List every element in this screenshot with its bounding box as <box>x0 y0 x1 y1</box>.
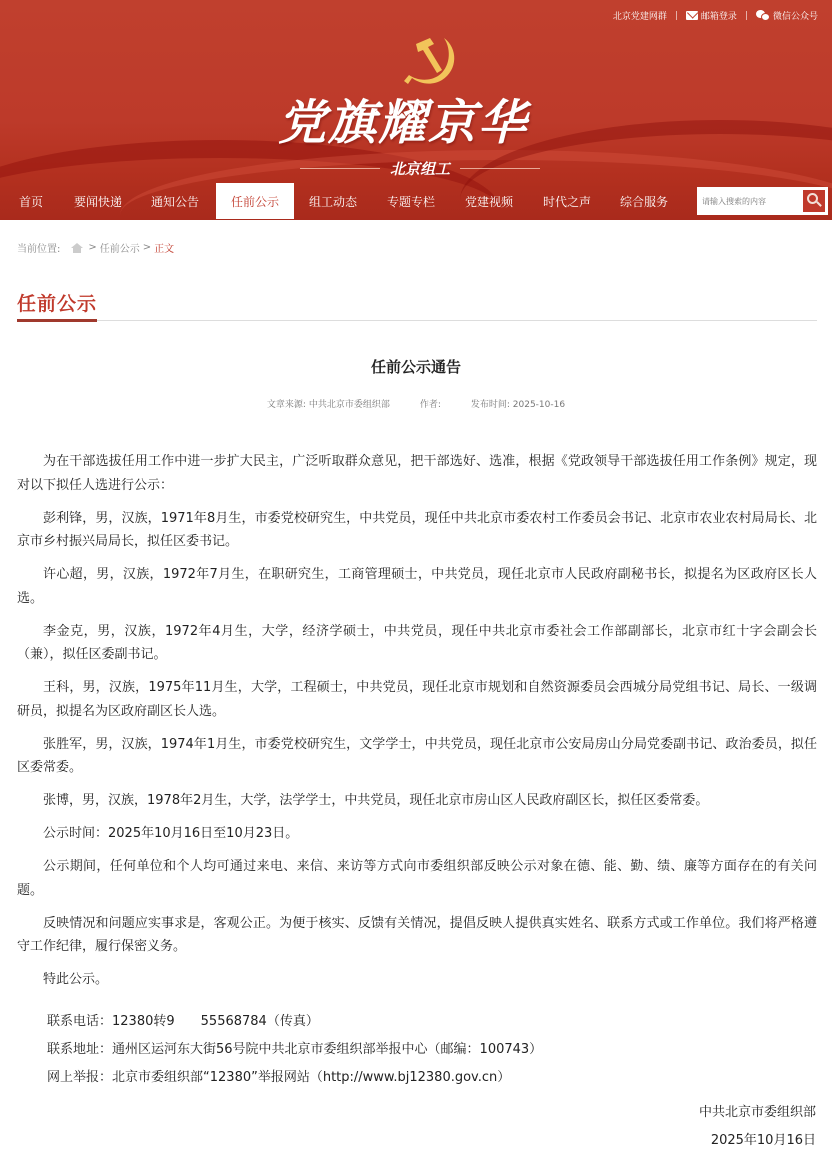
breadcrumb-separator: > <box>88 242 97 253</box>
candidate-paragraph: 王科，男，汉族，1975年11月生，大学，工程硕士，中共党员，现任北京市规划和自然资源委员会西城分局党组书记、局长、一级调研员，拟提名为区政府副区长人选。 <box>17 680 817 719</box>
breadcrumb-current: 正文 <box>154 244 175 255</box>
fax-number: 55568784（传真） <box>200 1014 319 1029</box>
article-paragraph: 特此公示。 <box>43 972 109 987</box>
nav-label: 时代之声 <box>542 194 591 209</box>
divider <box>300 168 380 169</box>
breadcrumb <box>17 240 174 255</box>
address-label: 联系地址： <box>47 1042 113 1057</box>
article-title: 任前公示通告 <box>370 358 461 376</box>
nav-item-topics[interactable] <box>372 183 450 219</box>
candidate-paragraph: 李金克，男，汉族，1972年4月生，大学，经济学硕士，中共党员，现任中共北京市委社会工作部副部长，北京市红十字会副会长（兼），拟任区委副书记。 <box>17 623 817 662</box>
article-paragraph: 反映情况和问题应实事求是，客观公正。为便于核实、反馈有关情况，提倡反映人提供真实姓名、联系方式或工作单位。我们将严格遵守工作纪律，履行保密义务。 <box>17 915 817 954</box>
web-report-close: ） <box>497 1070 511 1085</box>
nav-item-voices[interactable] <box>528 183 606 219</box>
mail-login-link[interactable] <box>686 9 737 22</box>
article-meta <box>0 397 832 410</box>
contact-info <box>47 1012 542 1096</box>
signature-org: 中共北京市委组织部 <box>698 1105 816 1120</box>
wechat-label: 微信公众号 <box>772 12 818 22</box>
wechat-icon <box>756 10 770 21</box>
logo-title: 党旗耀京华 <box>278 95 529 151</box>
mail-icon <box>686 11 698 20</box>
divider <box>460 168 540 169</box>
home-icon[interactable] <box>71 243 83 253</box>
site-logo[interactable] <box>270 32 570 182</box>
nav-label: 要闻快递 <box>73 194 122 209</box>
nav-item-updates[interactable] <box>294 183 372 219</box>
contact-web-row <box>47 1068 542 1096</box>
wechat-link[interactable] <box>756 9 818 22</box>
logo-subtitle-row <box>270 158 570 179</box>
nav-label: 党建视频 <box>464 194 513 209</box>
section-divider-accent <box>17 319 97 322</box>
article-paragraph: 公示时间：2025年10月16日至10月23日。 <box>43 826 299 841</box>
site-group-label: 北京党建网群 <box>612 12 667 22</box>
logo-subtitle: 北京组工 <box>389 160 450 178</box>
article-author: 作者: <box>419 400 441 410</box>
article-paragraph: 为在干部选拔任用工作中进一步扩大民主，广泛听取群众意见，把干部选好、选准，根据《党政领导干部选拔任用工作条例》规定，现对以下拟任人选进行公示： <box>17 454 817 493</box>
divider: | <box>744 10 748 21</box>
nav-label: 首页 <box>18 194 43 209</box>
hammer-sickle-icon <box>400 32 460 92</box>
web-report-link[interactable]: http://www.bj12380.gov.cn <box>322 1070 498 1085</box>
top-links <box>613 9 818 22</box>
search-input[interactable] <box>697 188 801 214</box>
phone-label: 联系电话： <box>47 1014 113 1029</box>
search-icon-handle <box>816 201 822 207</box>
breadcrumb-section-link[interactable]: 任前公示 <box>99 244 140 255</box>
nav-label: 通知公告 <box>150 194 199 209</box>
section-divider <box>17 320 817 321</box>
nav-item-notices[interactable] <box>134 183 216 219</box>
signature-date: 2025年10月16日 <box>710 1133 816 1148</box>
divider: | <box>674 10 678 21</box>
candidate-paragraph: 张胜军，男，汉族，1974年1月生，市委党校研究生，文学学士，中共党员，现任北京市公安局房山分局党委副书记、政治委员，拟任区委常委。 <box>17 736 817 775</box>
site-group-link[interactable] <box>613 9 667 22</box>
nav-item-news[interactable] <box>62 183 134 219</box>
contact-phone-row <box>47 1012 542 1040</box>
nav-label: 综合服务 <box>619 194 668 209</box>
address-value: 通州区运河东大街56号院中共北京市委组织部举报中心（邮编：100743） <box>112 1042 543 1057</box>
section-title: 任前公示 <box>17 293 98 315</box>
search-box <box>697 187 828 215</box>
nav-item-pre-appointment[interactable] <box>216 183 294 219</box>
candidate-paragraph: 彭利锋，男，汉族，1971年8月生，市委党校研究生，中共党员，现任中共北京市委农村工作委员会书记、北京市农业农村局局长、北京市乡村振兴局局长，拟任区委书记。 <box>17 510 817 549</box>
mail-login-label: 邮箱登录 <box>700 12 737 22</box>
search-button[interactable] <box>803 190 825 212</box>
candidate-paragraph: 张博，男，汉族，1978年2月生，大学，法学学士，中共党员，现任北京市房山区人民政府副区长，拟任区委常委。 <box>43 793 709 808</box>
nav-label: 任前公示 <box>230 194 279 209</box>
web-report-text: 北京市委组织部“12380”举报网站（ <box>112 1070 323 1085</box>
breadcrumb-prefix: 当前位置: <box>17 244 61 255</box>
article-date: 发布时间: 2025-10-16 <box>470 400 566 410</box>
article-source: 文章来源: 中共北京市委组织部 <box>266 400 390 410</box>
breadcrumb-separator: > <box>142 242 152 253</box>
nav-item-services[interactable] <box>606 183 682 219</box>
nav-label: 专题专栏 <box>386 194 435 209</box>
article-body <box>17 450 817 1001</box>
signature <box>699 1103 816 1159</box>
article-paragraph: 公示期间，任何单位和个人均可通过来电、来信、来访等方式向市委组织部反映公示对象在德、能、勤、绩、廉等方面存在的有关问题。 <box>17 859 817 898</box>
candidate-paragraph: 许心超，男，汉族，1972年7月生，在职研究生，工商管理硕士，中共党员，现任北京市人民政府副秘书长，拟提名为区政府区长人选。 <box>17 567 817 606</box>
nav-item-home[interactable] <box>0 183 62 219</box>
phone-number: 12380转9 <box>112 1014 175 1029</box>
contact-address-row <box>47 1040 542 1068</box>
web-report-label: 网上举报： <box>47 1070 113 1085</box>
nav-item-videos[interactable] <box>450 183 528 219</box>
nav-label: 组工动态 <box>308 194 357 209</box>
